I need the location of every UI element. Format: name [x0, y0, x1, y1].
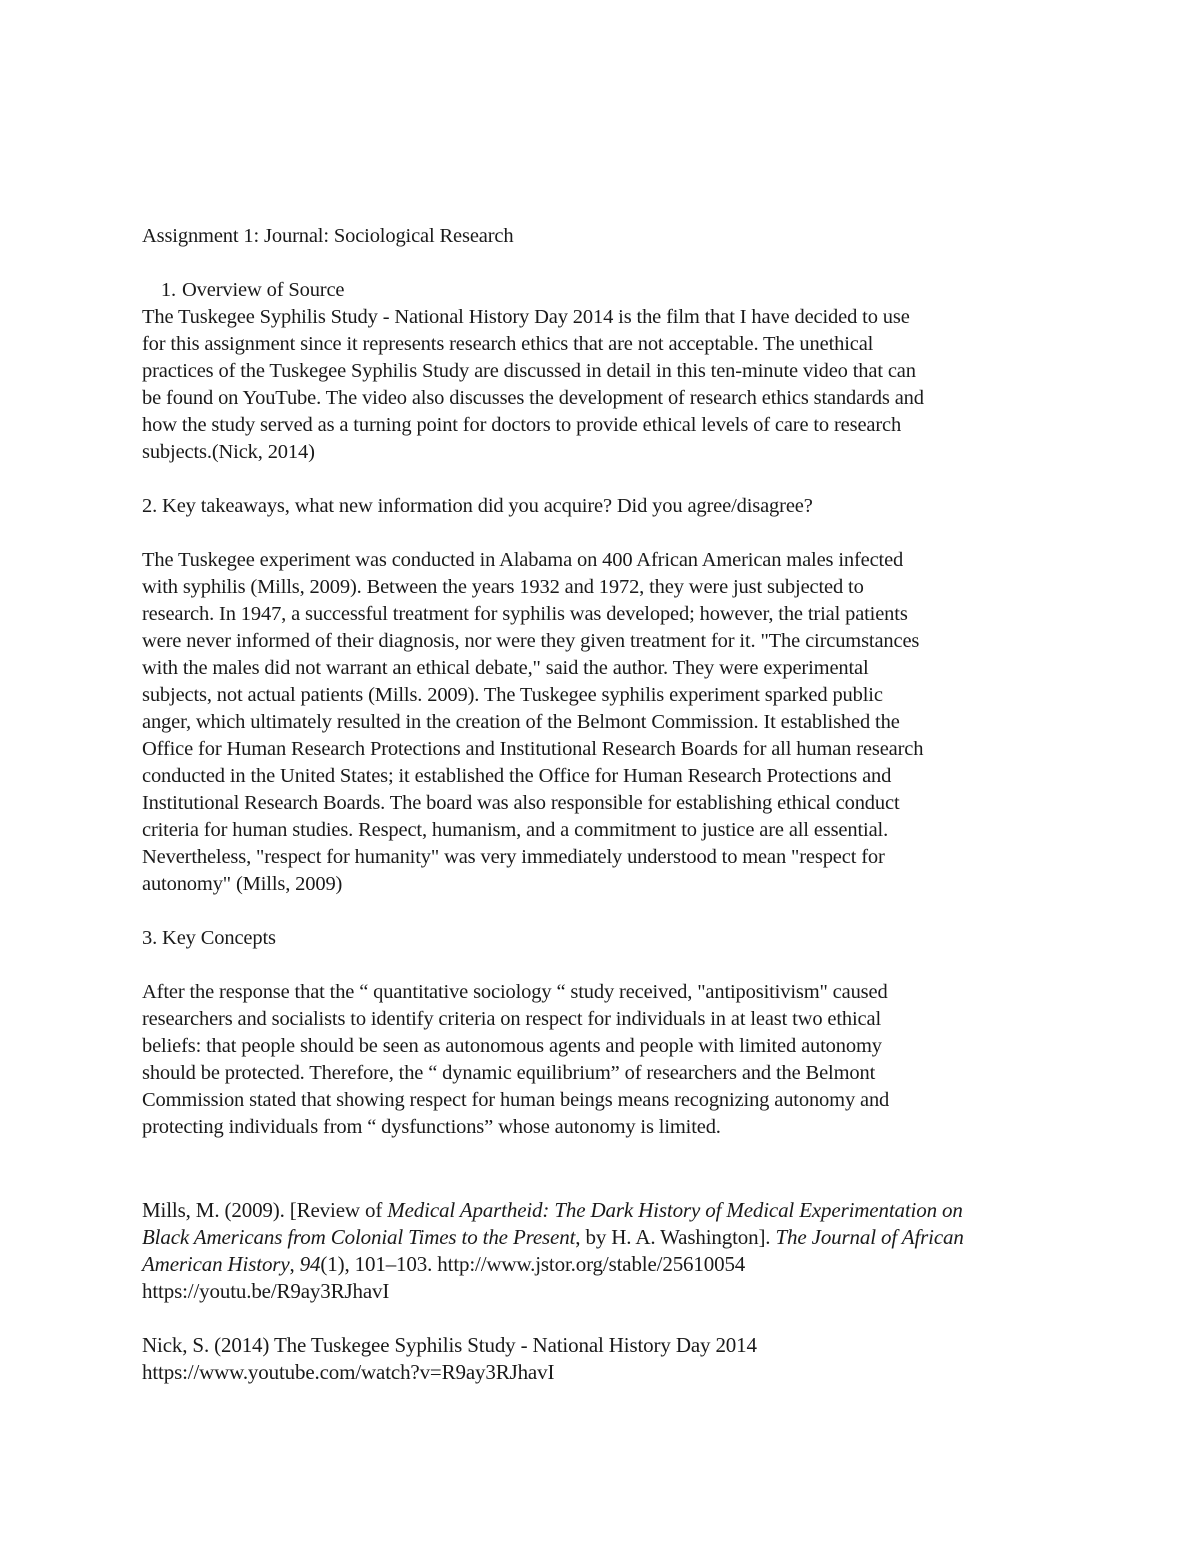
reference-line — [142, 1251, 1072, 1278]
paragraph-line: Nevertheless, "respect for humanity" was very immediately understood to mean "respect for — [142, 846, 885, 868]
paragraph-line: with the males did not warrant an ethical debate," said the author. They were experimental — [142, 657, 869, 679]
reference-url: https://youtu.be/R9ay3RJhavI — [142, 1279, 390, 1303]
paragraph-line: After the response that the “ quantitative sociology “ study received, "antipositivism" caused — [142, 981, 888, 1003]
section3-paragraph — [142, 979, 1072, 1141]
paragraph-line: researchers and socialists to identify criteria on respect for individuals in at least two ethical — [142, 1008, 881, 1030]
reference-text: , — [289, 1252, 300, 1276]
paragraph-line: criteria for human studies. Respect, humanism, and a commitment to justice are all essential. — [142, 819, 889, 841]
paragraph-line: autonomy" (Mills, 2009) — [142, 873, 343, 895]
book-title: Medical Apartheid: The Dark History of Medical Experimentation on — [387, 1198, 963, 1222]
paragraph-line: with syphilis (Mills, 2009). Between the years 1932 and 1972, they were just subjected to — [142, 576, 864, 598]
paragraph-line: The Tuskegee Syphilis Study - National History Day 2014 is the film that I have decided to use — [142, 306, 910, 328]
reference-text: , by H. A. Washington]. — [575, 1225, 776, 1249]
spacer — [142, 466, 1072, 493]
journal-title: The Journal of African — [775, 1225, 964, 1249]
paragraph-line: be found on YouTube. The video also discusses the development of research ethics standards and — [142, 387, 924, 409]
paragraph-line: practices of the Tuskegee Syphilis Study are discussed in detail in this ten-minute video that can — [142, 360, 916, 382]
paragraph-line: were never informed of their diagnosis, nor were they given treatment for it. "The circumstances — [142, 630, 920, 652]
paragraph-line: Commission stated that showing respect for human beings means recognizing autonomy and — [142, 1089, 890, 1111]
reference-url: https://www.youtube.com/watch?v=R9ay3RJhavI — [142, 1360, 555, 1384]
reference-line — [142, 1197, 1072, 1224]
reference-text: Mills, M. (2009). [Review of — [142, 1198, 388, 1222]
section2-paragraph — [142, 547, 1072, 898]
paragraph-line: protecting individuals from “ dysfunctions” whose autonomy is limited. — [142, 1116, 721, 1138]
spacer — [142, 898, 1072, 925]
paragraph-line: research. In 1947, a successful treatment for syphilis was developed; however, the trial patients — [142, 603, 908, 625]
paragraph-line: Institutional Research Boards. The board was also responsible for establishing ethical conduct — [142, 792, 900, 814]
spacer — [142, 250, 1072, 277]
reference-nick — [142, 1332, 1072, 1386]
paragraph-line: subjects.(Nick, 2014) — [142, 441, 315, 463]
spacer — [142, 520, 1072, 547]
paragraph-line: conducted in the United States; it established the Office for Human Research Protections and — [142, 765, 892, 787]
section1-paragraph — [142, 304, 1072, 466]
spacer — [142, 952, 1072, 979]
journal-volume: 94 — [299, 1252, 321, 1276]
section1-number: 1. — [160, 279, 176, 301]
paragraph-line: The Tuskegee experiment was conducted in Alabama on 400 African American males infected — [142, 549, 904, 571]
spacer — [142, 1305, 1072, 1332]
paragraph-line: for this assignment since it represents research ethics that are not acceptable. The unethical — [142, 333, 874, 355]
spacer — [142, 1141, 1072, 1197]
paragraph-line: subjects, not actual patients (Mills. 2009). The Tuskegee syphilis experiment sparked public — [142, 684, 883, 706]
reference-line — [142, 1224, 1072, 1251]
section1-heading-text: Overview of Source — [182, 279, 345, 301]
paragraph-line: anger, which ultimately resulted in the creation of the Belmont Commission. It established the — [142, 711, 900, 733]
page-title: Assignment 1: Journal: Sociological Research — [142, 225, 514, 247]
reference-mills — [142, 1197, 1072, 1305]
section3-heading: 3. Key Concepts — [142, 927, 276, 949]
paragraph-line: how the study served as a turning point for doctors to provide ethical levels of care to research — [142, 414, 902, 436]
reference-text: (1), 101–103. http://www.jstor.org/stable/25610054 — [320, 1252, 746, 1276]
section1-heading — [142, 277, 1072, 304]
reference-line: Nick, S. (2014) The Tuskegee Syphilis Study - National History Day 2014 — [142, 1333, 757, 1357]
document-page — [142, 222, 1072, 1386]
journal-title-cont: American History — [142, 1252, 290, 1276]
paragraph-line: should be protected. Therefore, the “ dynamic equilibrium” of researchers and the Belmont — [142, 1062, 876, 1084]
section2-heading: 2. Key takeaways, what new information did you acquire? Did you agree/disagree? — [142, 495, 813, 517]
paragraph-line: Office for Human Research Protections and Institutional Research Boards for all human research — [142, 738, 924, 760]
book-title-cont: Black Americans from Colonial Times to the Present — [142, 1225, 576, 1249]
paragraph-line: beliefs: that people should be seen as autonomous agents and people with limited autonomy — [142, 1035, 882, 1057]
